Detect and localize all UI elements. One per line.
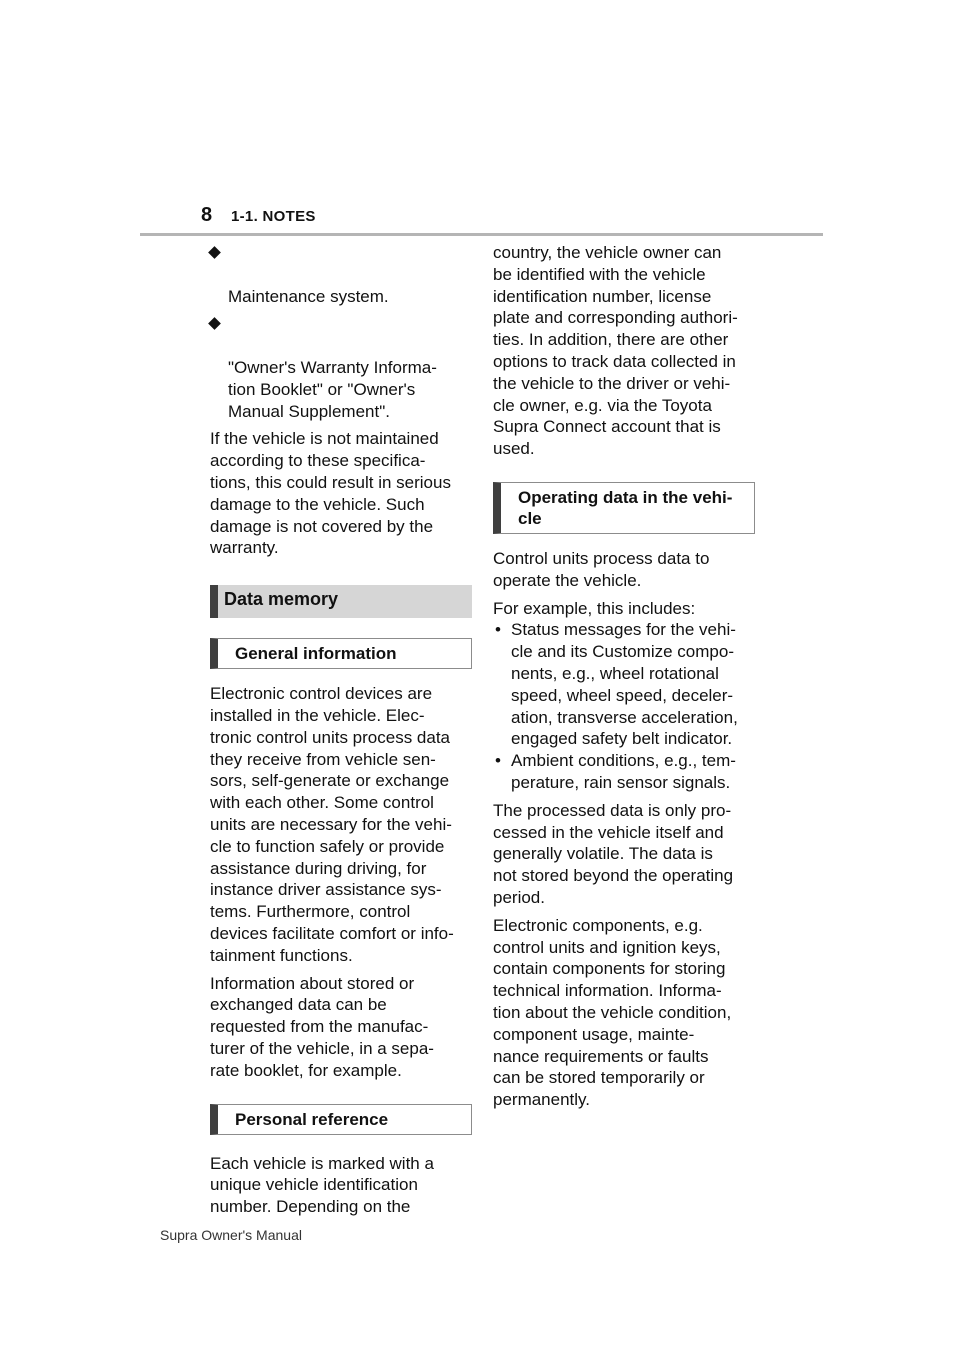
information-paragraph: Information about stored or exchanged data can be requested from the manufac- turer of the vehicle, in a sepa- rate booklet, for example. <box>210 973 434 1080</box>
vin-paragraph: Each vehicle is marked with a unique vehicle identification number. Depending on the <box>210 1153 434 1217</box>
status-list <box>493 619 755 793</box>
bullet-dot-icon: • <box>495 751 501 771</box>
bullet-item <box>210 242 472 307</box>
components-paragraph: Electronic components, e.g. control units and ignition keys, contain components for storing technical information. Informa- tion about the vehicle condition, component usage, mainte- nance requirements or faults can be stored temporarily or permanently. <box>493 915 732 1110</box>
list-item <box>493 750 755 794</box>
diamond-bullet-icon <box>208 318 221 331</box>
operating-data-heading: Operating data in the vehi- cle <box>493 482 755 534</box>
bullet-text: Maintenance system. <box>228 286 389 306</box>
list-item-text: Status messages for the vehi- cle and its Customize compo- nents, e.g., wheel rotational speed, wheel speed, deceler- ation, transverse acceleration, engaged safety belt indicator. <box>511 620 738 749</box>
list-item <box>493 619 755 750</box>
header-rule <box>140 233 823 236</box>
data-memory-heading <box>210 585 472 618</box>
general-information-heading: General information <box>210 638 472 669</box>
right-column <box>493 242 755 1117</box>
footer-text: Supra Owner's Manual <box>160 1227 302 1243</box>
warranty-paragraph: If the vehicle is not maintained according to these specifica- tions, this could result in serious damage to the vehicle. Such damage is not covered by the warranty. <box>210 429 451 558</box>
processed-data-paragraph: The processed data is only pro- cessed in the vehicle itself and generally volatile. The data is not stored beyond the operating period. <box>493 800 734 907</box>
list-item-text: Ambient conditions, e.g., tem- perature, rain sensor signals. <box>511 751 736 792</box>
page-number: 8 <box>201 204 213 226</box>
bullet-dot-icon: • <box>495 620 501 640</box>
section-title: 1-1. NOTES <box>231 208 316 225</box>
example-paragraph: For example, this includes: <box>493 598 696 618</box>
country-paragraph: country, the vehicle owner can be identified with the vehicle identification number, license plate and corresponding authori- ties. In addition, there are other options to track data collected in the vehicle to the driver or vehi- cle owner, e.g. via the Toyota Supra Connect account that is used. <box>493 243 738 459</box>
electronic-devices-paragraph: Electronic control devices are installed in the vehicle. Elec- tronic control units process data they receive from vehicle sen- sors, self-generate or exchange with each other. Some control units are necessary for the vehi- cle to function safely or provide assistance during driving, for instance driver assistance sys- tems. Furthermore, control devices facilitate comfort or info- tainment functions. <box>210 684 454 965</box>
control-units-paragraph: Control units process data to operate the vehicle. <box>493 548 710 590</box>
bullet-text: "Owner's Warranty Informa- tion Booklet" or "Owner's Manual Supplement". <box>228 357 437 421</box>
diamond-bullet-icon <box>208 246 221 259</box>
data-memory-heading-text: Data memory <box>224 589 339 610</box>
left-column <box>210 242 472 1224</box>
bullet-item <box>210 313 472 422</box>
personal-reference-heading: Personal reference <box>210 1104 472 1135</box>
